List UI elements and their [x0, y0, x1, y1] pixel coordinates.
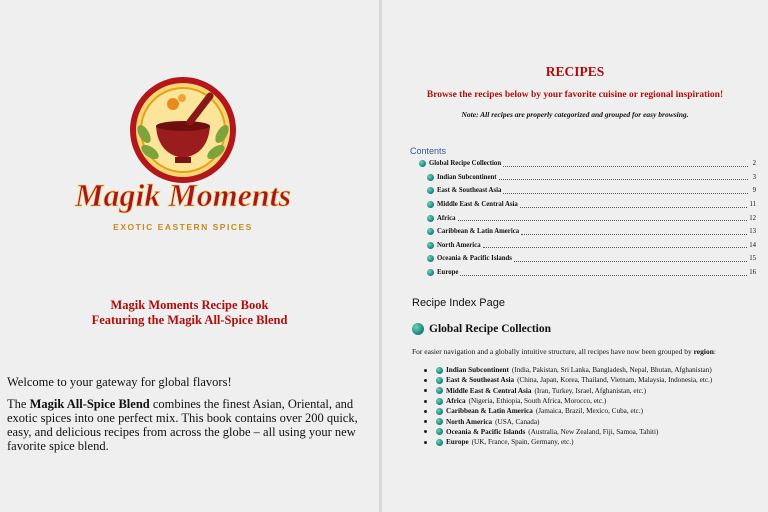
toc-leader	[460, 270, 747, 276]
toc-leader	[503, 161, 748, 167]
grouping-note: For easier navigation and a globally intuitive structure, all recipes have now been grouped by region:	[412, 347, 716, 356]
brand-wordmark: Magik Moments	[74, 177, 292, 213]
toc-entry[interactable]	[410, 198, 756, 212]
region-list-item	[424, 365, 712, 375]
toc-leader	[499, 174, 749, 180]
toc-leader	[520, 202, 748, 208]
recipes-page	[382, 0, 768, 512]
region-detail: (Iran, Turkey, Israel, Afghanistan, etc.)	[534, 386, 646, 395]
region-name: Africa	[446, 397, 466, 406]
region-name: Middle East & Central Asia	[446, 386, 532, 395]
region-detail: (India, Pakistan, Sri Lanka, Bangladesh, Nepal, Bhutan, Afghanistan)	[511, 366, 712, 375]
region-name: North America	[446, 417, 493, 426]
region-name: Indian Subcontinent	[446, 366, 509, 375]
intro-paragraph: The Magik All-Spice Blend combines the finest Asian, Oriental, and exotic spices into one perfect mix. This book contains over 200 quick, easy, and delicious recipes from across the globe – all using your new favorite spice blend.	[7, 397, 358, 453]
toc-leader	[514, 256, 747, 262]
region-list-item	[424, 416, 712, 426]
toc-entry-label: Global Recipe Collection	[429, 160, 502, 168]
recipes-subtitle: Browse the recipes below by your favorite cuisine or regional inspiration!	[426, 90, 724, 100]
toc-entry[interactable]	[410, 211, 756, 225]
bullet-icon	[424, 441, 427, 444]
globe-icon	[436, 428, 443, 435]
collection-heading: Global Recipe Collection	[412, 323, 551, 335]
bullet-icon	[424, 400, 427, 403]
globe-icon	[427, 174, 434, 181]
toc-entry-label: Africa	[437, 214, 456, 222]
recipe-index-heading: Recipe Index Page	[412, 297, 505, 309]
region-list-item	[424, 375, 712, 385]
toc-entry[interactable]	[410, 266, 756, 280]
globe-icon	[436, 367, 443, 374]
region-list-item	[424, 406, 712, 416]
toc-entry-label: Middle East & Central Asia	[437, 201, 518, 209]
globe-icon	[427, 228, 434, 235]
globe-icon	[427, 255, 434, 262]
region-name: East & Southeast Asia	[446, 376, 515, 385]
bullet-icon	[424, 410, 427, 413]
region-list-item	[424, 386, 712, 396]
toc-entry-label: Oceania & Pacific Islands	[437, 255, 512, 263]
toc-page-number: 12	[749, 214, 756, 222]
globe-icon	[436, 418, 443, 425]
toc-page-number: 14	[749, 241, 756, 249]
toc-page-number: 11	[749, 201, 756, 209]
toc-leader	[503, 188, 748, 194]
globe-icon	[436, 398, 443, 405]
toc-entry[interactable]	[410, 157, 756, 171]
region-name: Europe	[446, 438, 469, 447]
toc-page-number: 9	[752, 187, 756, 195]
toc-entry-label: Europe	[437, 269, 459, 277]
toc-page-number: 2	[752, 160, 756, 168]
region-list-item	[424, 396, 712, 406]
globe-icon	[427, 201, 434, 208]
toc-entry-label: East & Southeast Asia	[437, 187, 502, 195]
toc-entry[interactable]	[410, 252, 756, 266]
book-title-line1: Magik Moments Recipe Book	[110, 298, 269, 312]
globe-icon	[412, 323, 424, 335]
globe-icon	[427, 215, 434, 222]
welcome-text: Welcome to your gateway for global flavors!	[7, 375, 232, 389]
toc-page-number: 13	[749, 228, 756, 236]
cover-page	[0, 0, 379, 512]
toc-entry[interactable]	[410, 184, 756, 198]
magik-moments-logo	[52, 74, 314, 240]
toc-leader	[483, 242, 748, 248]
brand-tagline: EXOTIC EASTERN SPICES	[113, 222, 253, 232]
globe-icon	[419, 160, 426, 167]
toc-entry-label: North America	[437, 241, 481, 249]
bullet-icon	[424, 369, 427, 372]
region-list-item	[424, 427, 712, 437]
region-list-item	[424, 437, 712, 447]
region-detail: (Jamaica, Brazil, Mexico, Cuba, etc.)	[535, 407, 644, 416]
toc-leader	[521, 229, 747, 235]
region-list	[424, 365, 712, 447]
globe-icon	[436, 408, 443, 415]
globe-icon	[436, 377, 443, 384]
toc-entry-label: Indian Subcontinent	[437, 173, 497, 181]
toc-entry[interactable]	[410, 171, 756, 185]
bullet-icon	[424, 379, 427, 382]
toc-entry-label: Caribbean & Latin America	[437, 228, 520, 236]
region-detail: (Australia, New Zealand, Fiji, Samoa, Tahiti)	[528, 427, 659, 436]
bullet-icon	[424, 389, 427, 392]
toc-page-number: 15	[749, 255, 756, 263]
bullet-icon	[424, 430, 427, 433]
region-name: Caribbean & Latin America	[446, 407, 533, 416]
globe-icon	[436, 439, 443, 446]
table-of-contents	[410, 157, 756, 279]
recipes-note: Note: All recipes are properly categorized and grouped for easy browsing.	[461, 110, 689, 119]
toc-entry[interactable]	[410, 239, 756, 253]
globe-icon	[427, 187, 434, 194]
region-detail: (UK, France, Spain, Germany, etc.)	[471, 438, 574, 447]
globe-icon	[436, 387, 443, 394]
globe-icon	[427, 242, 434, 249]
toc-leader	[458, 215, 748, 221]
toc-entry[interactable]	[410, 225, 756, 239]
region-detail: (China, Japan, Korea, Thailand, Vietnam, Malaysia, Indonesia, etc.)	[517, 376, 713, 385]
contents-heading: Contents	[410, 146, 447, 156]
toc-page-number: 3	[752, 173, 756, 181]
book-title-line2: Featuring the Magik All-Spice Blend	[91, 313, 288, 327]
region-detail: (USA, Canada)	[495, 417, 540, 426]
toc-page-number: 16	[749, 269, 756, 277]
region-name: Oceania & Pacific Islands	[446, 427, 526, 436]
bullet-icon	[424, 420, 427, 423]
region-detail: (Nigeria, Ethiopia, South Africa, Morocco, etc.)	[468, 397, 607, 406]
recipes-heading: RECIPES	[545, 64, 605, 79]
globe-icon	[427, 269, 434, 276]
